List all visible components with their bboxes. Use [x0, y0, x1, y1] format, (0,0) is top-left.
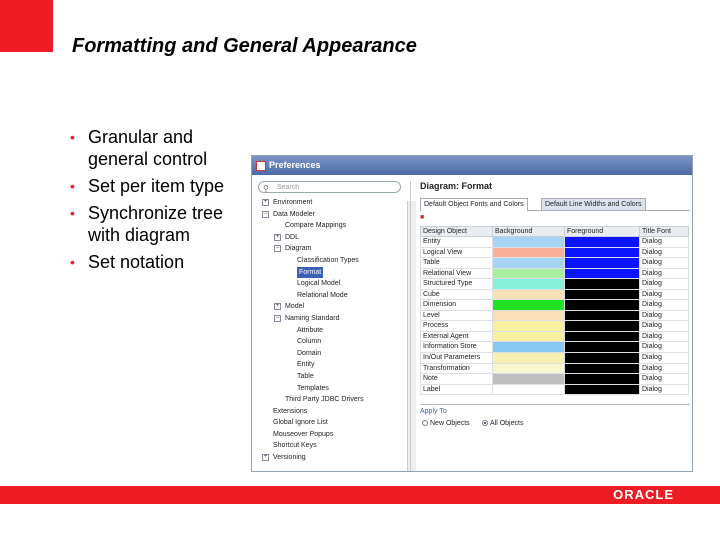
tab-default-line-widths[interactable]: Default Line Widths and Colors [541, 198, 646, 210]
tree-item-label: Classification Types [297, 256, 359, 264]
design-object-cell: Table [421, 258, 493, 269]
design-object-cell: In/Out Parameters [421, 353, 493, 364]
tree-item-label: Format [297, 267, 323, 279]
title-font-cell[interactable]: Dialog [640, 374, 689, 385]
tree-item-label: Attribute [297, 326, 324, 334]
tree-item-label: Logical Model [297, 280, 341, 288]
design-object-cell: Process [421, 321, 493, 332]
foreground-color-swatch[interactable] [565, 353, 640, 364]
background-color-swatch[interactable] [493, 300, 565, 311]
brand-red-block [0, 0, 53, 52]
table-row[interactable] [421, 310, 689, 321]
bullet-text: Synchronize tree with diagram [88, 203, 224, 245]
tree-item[interactable] [258, 394, 408, 406]
background-color-swatch[interactable] [493, 384, 565, 395]
tree-item[interactable] [258, 359, 408, 371]
table-row[interactable] [421, 258, 689, 269]
bullet-item [70, 126, 255, 170]
foreground-color-swatch[interactable] [565, 268, 640, 279]
col-title-font[interactable]: Title Font [640, 227, 689, 237]
col-design-object[interactable]: Design Object [421, 227, 493, 237]
design-object-cell: Information Store [421, 342, 493, 353]
tree-item[interactable] [258, 209, 408, 221]
tree-item-label: Shortcut Keys [273, 442, 317, 450]
collapse-icon[interactable]: − [275, 314, 280, 321]
preferences-tree [258, 197, 408, 464]
design-object-cell: Logical View [421, 247, 493, 258]
tree-item-label: Naming Standard [285, 314, 340, 322]
bullet-item [70, 251, 255, 273]
preferences-window [251, 155, 693, 472]
title-font-cell[interactable]: Dialog [640, 289, 689, 300]
tree-item[interactable] [258, 336, 408, 348]
preferences-icon [256, 161, 266, 171]
design-object-cell: Transformation [421, 363, 493, 374]
bullet-dot-icon: • [70, 254, 75, 270]
tree-item-label: Model [285, 303, 305, 311]
slide-title: Formatting and General Appearance [72, 35, 417, 57]
tree-item-label: Extensions [273, 407, 308, 415]
tree-item[interactable] [258, 255, 408, 267]
design-object-cell: Dimension [421, 300, 493, 311]
tree-item[interactable] [258, 313, 408, 325]
table-row[interactable] [421, 279, 689, 290]
background-color-swatch[interactable] [493, 289, 565, 300]
tree-item-label: Mouseover Popups [273, 430, 334, 438]
design-object-cell: External Agent [421, 331, 493, 342]
title-font-cell[interactable]: Dialog [640, 279, 689, 290]
tree-item[interactable] [258, 452, 408, 464]
table-row[interactable] [421, 363, 689, 374]
background-color-swatch[interactable] [493, 321, 565, 332]
design-object-cell: Entity [421, 237, 493, 248]
oracle-logo: ORACLE [613, 487, 674, 502]
tree-item-label: Global Ignore List [273, 419, 328, 427]
background-color-swatch[interactable] [493, 374, 565, 385]
bullet-item [70, 175, 255, 197]
title-font-cell[interactable]: Dialog [640, 300, 689, 311]
title-font-cell[interactable]: Dialog [640, 247, 689, 258]
search-icon: ⚲ [263, 184, 269, 193]
bullet-text: Granular and general control [88, 127, 208, 169]
tree-item[interactable] [258, 383, 408, 395]
pane-divider[interactable] [410, 181, 411, 471]
search-placeholder: Search [277, 184, 300, 191]
tree-item-label: Third Party JDBC Drivers [285, 396, 364, 404]
format-tool-icon[interactable]: ■ [420, 214, 425, 221]
foreground-color-swatch[interactable] [565, 363, 640, 374]
bullet-dot-icon: • [70, 178, 75, 194]
collapse-icon[interactable]: − [275, 245, 280, 252]
tree-item[interactable] [258, 197, 408, 209]
tree-item[interactable] [258, 243, 408, 255]
tree-item-label: Environment [273, 199, 313, 206]
foreground-color-swatch[interactable] [565, 310, 640, 321]
radio-circle[interactable] [422, 420, 428, 426]
tree-item-label: Column [297, 338, 322, 346]
tree-item-label: Compare Mappings [285, 222, 347, 230]
table-row[interactable] [421, 247, 689, 258]
footer-bar [0, 486, 720, 504]
background-color-swatch[interactable] [493, 237, 565, 248]
design-object-cell: Note [421, 374, 493, 385]
title-font-cell[interactable]: Dialog [640, 384, 689, 395]
expand-icon[interactable]: + [275, 233, 280, 240]
foreground-color-swatch[interactable] [565, 342, 640, 353]
design-object-cell: Label [421, 384, 493, 395]
table-row[interactable] [421, 321, 689, 332]
table-row[interactable] [421, 331, 689, 342]
search-input[interactable] [258, 181, 401, 193]
expand-icon[interactable]: + [275, 303, 280, 310]
table-row[interactable] [421, 374, 689, 385]
tree-item[interactable] [258, 429, 408, 441]
format-table [420, 226, 689, 395]
design-object-cell: Relational View [421, 268, 493, 279]
table-row[interactable] [421, 300, 689, 311]
bullet-text: Set notation [88, 252, 185, 272]
tree-item-label: Domain [297, 349, 322, 357]
title-font-cell[interactable]: Dialog [640, 363, 689, 374]
radio-all-objects[interactable] [482, 420, 523, 427]
foreground-color-swatch[interactable] [565, 331, 640, 342]
tree-item[interactable] [258, 267, 408, 279]
design-object-cell: Cube [421, 289, 493, 300]
tree-item-label: Table [297, 372, 314, 380]
apply-to-caption: Apply To [420, 408, 447, 416]
foreground-color-swatch[interactable] [565, 289, 640, 300]
bullet-text: Set per item type [88, 176, 225, 196]
title-font-cell[interactable]: Dialog [640, 310, 689, 321]
window-titlebar[interactable] [252, 156, 692, 175]
col-background[interactable]: Background [493, 227, 565, 237]
title-font-cell[interactable]: Dialog [640, 321, 689, 332]
table-row[interactable] [421, 237, 689, 248]
tree-item[interactable] [258, 348, 408, 360]
tree-item-label: Templates [297, 384, 329, 392]
table-row[interactable] [421, 268, 689, 279]
tab-default-object-fonts[interactable]: Default Object Fonts and Colors [420, 198, 528, 211]
background-color-swatch[interactable] [493, 342, 565, 353]
panel-title: Diagram: Format [420, 181, 493, 191]
tree-item[interactable] [258, 440, 408, 452]
window-title: Preferences [269, 160, 321, 170]
foreground-color-swatch[interactable] [565, 384, 640, 395]
table-row[interactable] [421, 353, 689, 364]
foreground-color-swatch[interactable] [565, 321, 640, 332]
title-font-cell[interactable]: Dialog [640, 258, 689, 269]
tree-item[interactable] [258, 325, 408, 337]
background-color-swatch[interactable] [493, 279, 565, 290]
table-row[interactable] [421, 289, 689, 300]
tree-item-label: DDL [285, 233, 300, 241]
tree-scrollbar[interactable] [407, 201, 416, 471]
expand-icon[interactable]: + [263, 199, 268, 205]
background-color-swatch[interactable] [493, 331, 565, 342]
background-color-swatch[interactable] [493, 268, 565, 279]
tree-item[interactable] [258, 371, 408, 383]
title-font-cell[interactable]: Dialog [640, 237, 689, 248]
radio-new-objects[interactable] [422, 420, 470, 427]
collapse-icon[interactable]: − [263, 210, 268, 217]
title-font-cell[interactable]: Dialog [640, 342, 689, 353]
design-object-cell: Structured Type [421, 279, 493, 290]
tree-item-label: Data Modeler [273, 210, 316, 218]
foreground-color-swatch[interactable] [565, 237, 640, 248]
foreground-color-swatch[interactable] [565, 279, 640, 290]
tree-item[interactable] [258, 220, 408, 232]
table-row[interactable] [421, 342, 689, 353]
tree-item-label: Versioning [273, 454, 306, 462]
background-color-swatch[interactable] [493, 247, 565, 258]
apply-to-group [420, 404, 690, 436]
bullet-item [70, 202, 255, 246]
tree-item[interactable] [258, 278, 408, 290]
title-font-cell[interactable]: Dialog [640, 353, 689, 364]
tree-item[interactable] [258, 290, 408, 302]
radio-circle[interactable] [482, 420, 488, 426]
background-color-swatch[interactable] [493, 310, 565, 321]
foreground-color-swatch[interactable] [565, 258, 640, 269]
tree-item-label: Entity [297, 361, 315, 369]
tree-item-label: Relational Mode [297, 291, 348, 299]
radio-label: All Objects [490, 420, 524, 428]
format-pane [420, 181, 690, 471]
foreground-color-swatch[interactable] [565, 300, 640, 311]
table-row[interactable] [421, 384, 689, 395]
bullet-list [70, 126, 255, 278]
background-color-swatch[interactable] [493, 353, 565, 364]
col-foreground[interactable]: Foreground [565, 227, 640, 237]
radio-label: New Objects [430, 420, 470, 428]
tree-item[interactable] [258, 301, 408, 313]
design-object-cell: Level [421, 310, 493, 321]
title-font-cell[interactable]: Dialog [640, 268, 689, 279]
background-color-swatch[interactable] [493, 258, 565, 269]
tree-item[interactable] [258, 417, 408, 429]
background-color-swatch[interactable] [493, 363, 565, 374]
tree-item[interactable] [258, 232, 408, 244]
title-font-cell[interactable]: Dialog [640, 331, 689, 342]
foreground-color-swatch[interactable] [565, 247, 640, 258]
foreground-color-swatch[interactable] [565, 374, 640, 385]
expand-icon[interactable]: + [263, 454, 268, 461]
tree-item-label: Diagram [285, 245, 312, 253]
tree-item[interactable] [258, 406, 408, 418]
bullet-dot-icon: • [70, 129, 75, 145]
tree-pane [258, 181, 408, 471]
bullet-dot-icon: • [70, 205, 75, 221]
tab-strip [420, 198, 690, 211]
